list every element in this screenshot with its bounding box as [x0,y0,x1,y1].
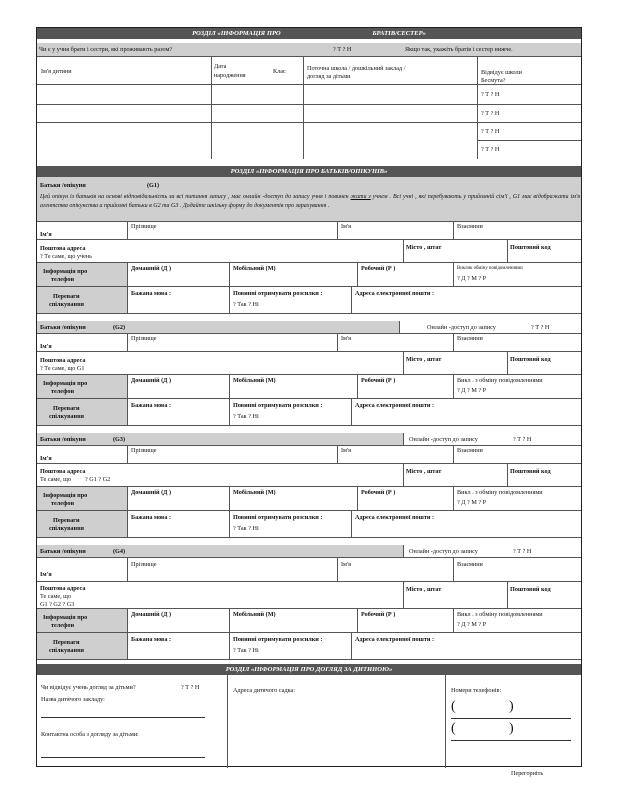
form-grid-line [127,334,128,351]
form-grid-line [337,558,338,581]
field-label: Цей опікун із батьків на основі відповідальність за всі питання запису , має онлайн -доступ до запису учня і повинен [40,194,349,200]
g1-notes [40,193,580,210]
field-label: Адреса електронної пошти : [355,402,435,409]
form-grid-line [303,105,304,122]
form-grid-line [477,85,478,104]
form-grid-line [211,57,212,84]
sibling-visits-checkbox[interactable]: ? Т ? Н [481,128,500,135]
field-label: (G3) [113,436,126,443]
form-grid-line [127,446,128,463]
field-label: учнем . Всі учні , які перебувають у прийомній сім'ї , G1 має відображати ім'я агентства опікунства а прийомні батьки в G2 та G3 . Додайте шкільну форму до документів про зарахування . [40,194,581,209]
form-grid-line [403,240,404,262]
parents-section-header [37,166,581,177]
form-grid-line [351,287,352,313]
field-label: Взаємини [457,223,483,230]
g1-phone-row[interactable] [37,263,581,287]
field-label: Ім'я [341,561,351,568]
form-grid-line [229,633,230,659]
form-grid-line [37,633,127,659]
sibling-row[interactable] [37,85,581,105]
siblings-yn-checkbox[interactable]: ? Т ? Н [333,46,352,53]
form-grid-line [453,487,454,510]
field-label: Мобільний (М) [233,489,276,496]
g3-priority-checkbox[interactable]: ? Д ? М ? Р [457,499,487,506]
field-label: Інформація про [43,380,88,387]
form-grid-line [453,558,454,581]
field-label: Переваги [53,517,80,524]
siblings-section-header [37,28,581,39]
field-label: народження [214,72,246,79]
g4-address-row[interactable] [37,582,581,609]
g3-name-row[interactable] [37,446,581,464]
form-grid-line [337,334,338,351]
field-label: Робочий (Р ) [361,489,396,496]
form-grid-line [37,511,127,537]
field-label: спілкування [49,647,84,654]
form-grid-line [127,633,128,659]
g2-pref-row[interactable] [37,399,581,426]
field-label: Батьки /опікуни [40,324,86,331]
field-label: телефон [51,388,75,395]
form-grid-line [37,287,127,313]
field-label: Повинні отримувати розсилки : [233,514,323,521]
g1-receive-checkbox[interactable]: ? Так ? Ні [233,301,259,308]
field-label: Адреса електронної пошти : [355,290,435,297]
form-grid-line [357,375,358,398]
field-label: Адреса електронної пошти : [355,514,435,521]
sibling-visits-checkbox[interactable]: ? Т ? Н [481,146,500,153]
childcare-address-label: Адреса дитячого садка: [233,687,295,694]
field-label: Бажана мова : [131,636,172,643]
childcare-phone-field-2[interactable] [451,740,571,741]
field-label: Бажана мова : [131,290,172,297]
childcare-facility-label: Назва дитячого закладу: [41,696,105,703]
g3-same-checkbox[interactable]: ? G1 ? G2 [85,476,111,483]
parents-title: РОЗДІЛ «ІНФОРМАЦІЯ ПРО БАТЬКІВ/ОПІКУНІВ» [230,168,388,175]
field-label: Прізвище [131,447,157,454]
form-grid-line [453,446,454,463]
field-label: Місто , штат [406,244,442,251]
form-grid-line [351,633,352,659]
field-label: Домашній (Д ) [131,377,172,384]
field-label: Поштова адреса [40,585,86,592]
field-label: Прізвище [131,561,157,568]
g1-label: Батьки /опікуни [40,182,86,189]
form-grid-line [453,222,454,239]
form-grid-line [507,582,508,608]
siblings-title-left: РОЗДІЛ «ІНФОРМАЦІЯ ПРО [192,30,281,37]
sibling-row[interactable] [37,105,581,123]
form-grid-line [453,263,454,286]
field-label: Бажана мова : [131,514,172,521]
field-label: догляд за дітьми [307,73,351,80]
g2-name-row[interactable] [37,334,581,352]
field-label: Те саме, що [40,593,72,600]
form-grid-line [477,57,478,84]
form-grid-line [229,511,230,537]
g4-same-checkbox[interactable]: G1 ? G2 ? G3 [40,601,75,608]
g4-header-row [37,545,581,558]
field-label: Повинні отримувати розсилки : [233,290,323,297]
g1-notes-block [37,177,581,222]
g3-phone-row[interactable] [37,487,581,511]
form-grid-line [127,399,128,425]
field-label: Ім'я [40,231,52,238]
form-grid-line [127,487,128,510]
form-grid-line [229,487,230,510]
g2-address-row[interactable] [37,352,581,375]
siblings-question: Чи є у учня брати і сестри, які проживають разом? [39,46,173,53]
g3-receive-checkbox[interactable]: ? Так ? Ні [233,525,259,532]
form-grid-line [229,263,230,286]
form-grid-line [127,511,128,537]
siblings-question-row [37,43,581,57]
form-grid-line [127,558,128,581]
field-label: Викл . з обміну повідомленнями [457,611,543,618]
form-grid-line [453,375,454,398]
col-child-name: Ім'я дитини [41,68,72,75]
field-label: Онлайн -доступ до запису [409,548,478,555]
phone-area-close: ) [509,699,514,714]
field-label: Поштовий код [510,356,551,363]
form-grid-line [229,287,230,313]
field-label: Ім'я [341,447,351,454]
childcare-phone-field-1[interactable] [451,718,571,719]
g1-pref-row[interactable] [37,287,581,314]
field-label: Ім'я [40,571,52,578]
g3-address-row[interactable] [37,464,581,487]
field-label: Те саме, що [40,476,72,483]
siblings-instruction: Якщо так, укажіть братів і сестер нижче. [405,46,513,53]
field-label: Мобільний (М) [233,265,276,272]
turn-page-note: Перегорніть [511,770,544,777]
field-label: Робочий (Р ) [361,377,396,384]
g1-same-as-student-checkbox[interactable]: ? Те саме, що учень [40,253,92,260]
form-grid-line [127,287,128,313]
field-label: Місто , штат [406,586,442,593]
g4-name-row[interactable] [37,558,581,582]
childcare-yn-checkbox[interactable]: ? Т ? Н [181,684,200,691]
form-grid-line [127,375,128,398]
form-grid-line [229,375,230,398]
field-label: Взаємини [457,561,483,568]
form-grid-line [229,609,230,632]
field-label: Онлайн -доступ до запису [409,436,478,443]
g1-priority-checkbox[interactable]: ? Д ? М ? Р [457,275,487,282]
field-label: спілкування [49,301,84,308]
form-grid-line [403,352,404,374]
field-label: (G4) [113,548,126,555]
childcare-contact-label: Контактна особа з догляду за дітьми: [41,731,139,738]
childcare-title: РОЗДІЛ «ІНФОРМАЦІЯ ПРО ДОГЛЯД ЗА ДИТИНОЮ» [225,666,393,673]
g2-phone-row[interactable] [37,375,581,399]
g4-online-checkbox[interactable]: ? Т ? Н [513,548,532,555]
form-grid-line [507,240,508,262]
field-label: Поштовий код [510,244,551,251]
g2-receive-checkbox[interactable]: ? Так ? Ні [233,413,259,420]
g2-header-row [37,321,581,334]
phone-area-open: ( [451,699,456,714]
field-label: Поштовий код [510,468,551,475]
field-label: Повинні отримувати розсилки : [233,636,323,643]
form-grid-line [127,222,128,239]
field-label: Інформація про [43,492,88,499]
childcare-contact-field[interactable] [41,757,205,758]
field-label: Ім'я [341,223,351,230]
field-label: Викл . з обміну повідомленнями [457,377,543,384]
field-label: Поштовий код [510,586,551,593]
form-grid-line [453,609,454,632]
field-label: (G2) [113,324,126,331]
childcare-block: Чи відвідує учень догляд за дітьми? ? Т ? Н Назва дитячого закладу: Контактна особа з догляду за дітьми: Адреса дитячого садка: Номери телефонів: ( ) ( ) [37,675,581,768]
childcare-phones-label: Номери телефонів: [451,687,502,694]
form-grid-line [303,57,304,84]
g4-receive-checkbox[interactable]: ? Так ? Ні [233,647,259,654]
form-grid-line [303,85,304,104]
col-visits: Відвідує школи [481,69,522,76]
form-grid-line [37,399,127,425]
col-school: Поточна школа / дошкільний заклад / [307,65,406,72]
field-label: Робочий (Р ) [361,265,396,272]
form-grid-line [227,675,228,768]
field-label: Переваги [53,293,80,300]
field-label: телефон [51,500,75,507]
field-label: Взаємини [457,335,483,342]
sibling-visits-checkbox[interactable]: ? Т ? Н [481,91,500,98]
field-label: спілкування [49,525,84,532]
g3-online-checkbox[interactable]: ? Т ? Н [513,436,532,443]
field-label: Батьки /опікуни [40,548,86,555]
field-label: Інформація про [43,268,88,275]
siblings-title-right: БРАТІВ/СЕСТЕР» [372,30,426,37]
field-label: телефон [51,622,75,629]
field-label: Виклик обміну повідомленнями [457,266,523,271]
field-label: Переваги [53,405,80,412]
col-dob: Дата [214,63,227,70]
field-label: Переваги [53,639,80,646]
form-grid-line [403,464,404,486]
field-label: Поштова адреса [40,468,86,475]
g2-online-checkbox[interactable]: ? Т ? Н [531,324,550,331]
field-label: Ім'я [40,455,52,462]
form-grid-line [127,263,128,286]
field-label: Бажана мова : [131,402,172,409]
g1-address-row[interactable] [37,240,581,263]
field-label: Ім'я [40,343,52,350]
field-label: Інформація про [43,614,88,621]
field-label: Батьки /опікуни [40,436,86,443]
form-grid-line [445,675,446,768]
childcare-question: Чи відвідує учень догляд за дітьми? [41,684,136,691]
childcare-section-header [37,664,581,675]
g1-code: (G1) [147,182,160,189]
field-label: Взаємини [457,447,483,454]
enrollment-form [36,27,582,767]
field-label: Місто , штат [406,468,442,475]
form-grid-line [477,105,478,122]
form-grid-line [357,263,358,286]
field-label: Ім'я [341,335,351,342]
field-label: Поштова адреса [40,245,86,252]
field-label: Прізвище [131,335,157,342]
field-label: телефон [51,276,75,283]
field-label: спілкування [49,413,84,420]
field-label: жити з [350,194,371,200]
form-grid-line [357,609,358,632]
form-grid-line [453,334,454,351]
form-grid-line [351,399,352,425]
form-grid-line [229,399,230,425]
sibling-visits-checkbox[interactable]: ? Т ? Н [481,110,500,117]
siblings-table-header [37,57,581,85]
g2-same-checkbox[interactable]: ? Те саме, що G1 [40,365,85,372]
field-label: Мобільний (М) [233,611,276,618]
field-label: Адреса електронної пошти : [355,636,435,643]
g2-priority-checkbox[interactable]: ? Д ? М ? Р [457,387,487,394]
form-grid-line [507,464,508,486]
col-class: Клас [273,68,286,75]
field-label: Бесмута? [481,77,506,84]
field-label: Повинні отримувати розсилки : [233,402,323,409]
form-grid-line [211,85,212,104]
field-label: Домашній (Д ) [131,489,172,496]
form-grid-line [351,511,352,537]
form-grid-line [127,609,128,632]
childcare-facility-field[interactable] [41,717,205,718]
form-grid-line [211,123,212,159]
form-grid-line [337,222,338,239]
field-label: Місто , штат [406,356,442,363]
g4-priority-checkbox[interactable]: ? Д ? М ? Р [457,621,487,628]
g1-name-row[interactable] [37,222,581,240]
field-label: Прізвище [131,223,157,230]
field-label: Онлайн -доступ до запису [427,324,496,331]
form-grid-line [337,446,338,463]
field-label: Домашній (Д ) [131,611,172,618]
g4-phone-row[interactable] [37,609,581,633]
form-grid-line [507,352,508,374]
g4-pref-row[interactable] [37,633,581,660]
sibling-row[interactable] [37,123,581,159]
field-label: Викл . з обміну повідомленнями [457,489,543,496]
field-label: Поштова адреса [40,357,86,364]
form-grid-line [357,487,358,510]
form-grid-line [303,123,304,159]
g3-pref-row[interactable] [37,511,581,538]
form-grid-line [211,105,212,122]
field-label: Робочий (Р ) [361,611,396,618]
g3-header-row [37,433,581,446]
field-label: Домашній (Д ) [131,265,172,272]
field-label: Мобільний (М) [233,377,276,384]
form-grid-line [403,582,404,608]
